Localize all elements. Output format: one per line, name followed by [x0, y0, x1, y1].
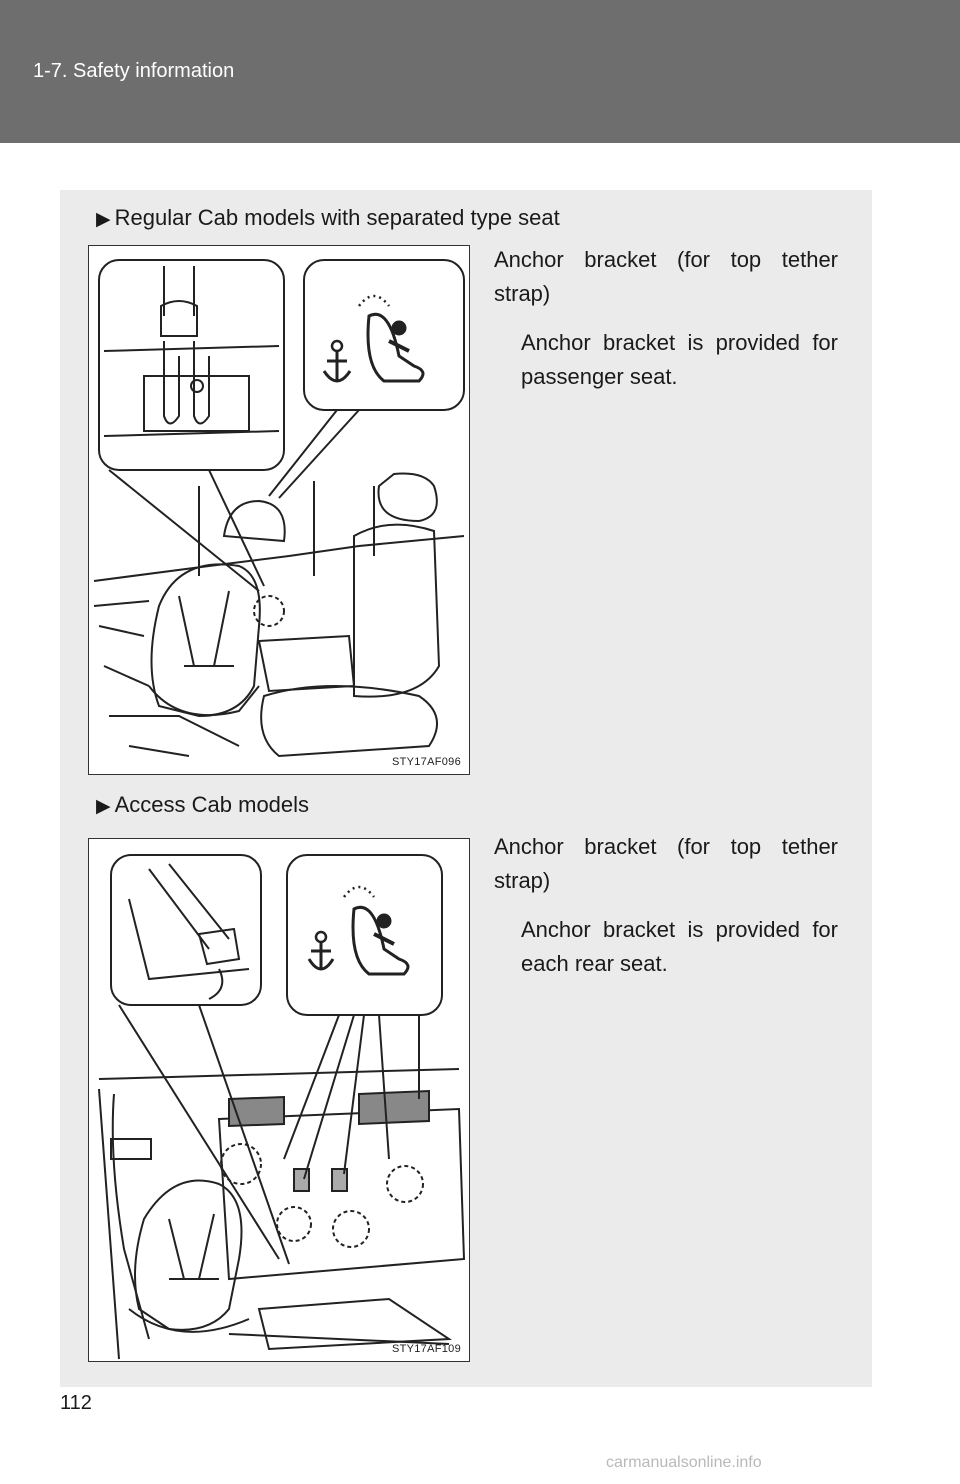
figure-code: STY17AF096 [391, 756, 461, 768]
access-cab-seat-illustration [89, 839, 469, 1361]
anchor-bracket-label: Anchor bracket (for top tether strap) [494, 247, 838, 306]
footer-watermark: carmanualsonline.info [606, 1454, 762, 1471]
regular-cab-seat-illustration [89, 246, 469, 774]
illustration-access-cab [88, 838, 470, 1362]
illustration-regular-cab [88, 245, 470, 775]
section-heading-regular-cab: ▶ Regular Cab models with separated type seat [96, 205, 560, 230]
section-heading-access-cab: ▶ Access Cab models [96, 792, 310, 817]
anchor-bracket-label: Anchor bracket (for top tether strap) [494, 834, 838, 893]
page-number: 112 [60, 1392, 92, 1414]
anchor-bracket-note: Anchor bracket is provided for passenger seat. [521, 330, 838, 389]
anchor-bracket-note: Anchor bracket is provided for each rear seat. [521, 917, 838, 976]
figure-code: STY17AF109 [391, 1343, 461, 1355]
triangle-right-icon: ▶ [96, 796, 111, 817]
page-header [0, 0, 960, 143]
triangle-right-icon: ▶ [96, 209, 111, 230]
section-title: 1-7. Safety information [33, 60, 235, 82]
